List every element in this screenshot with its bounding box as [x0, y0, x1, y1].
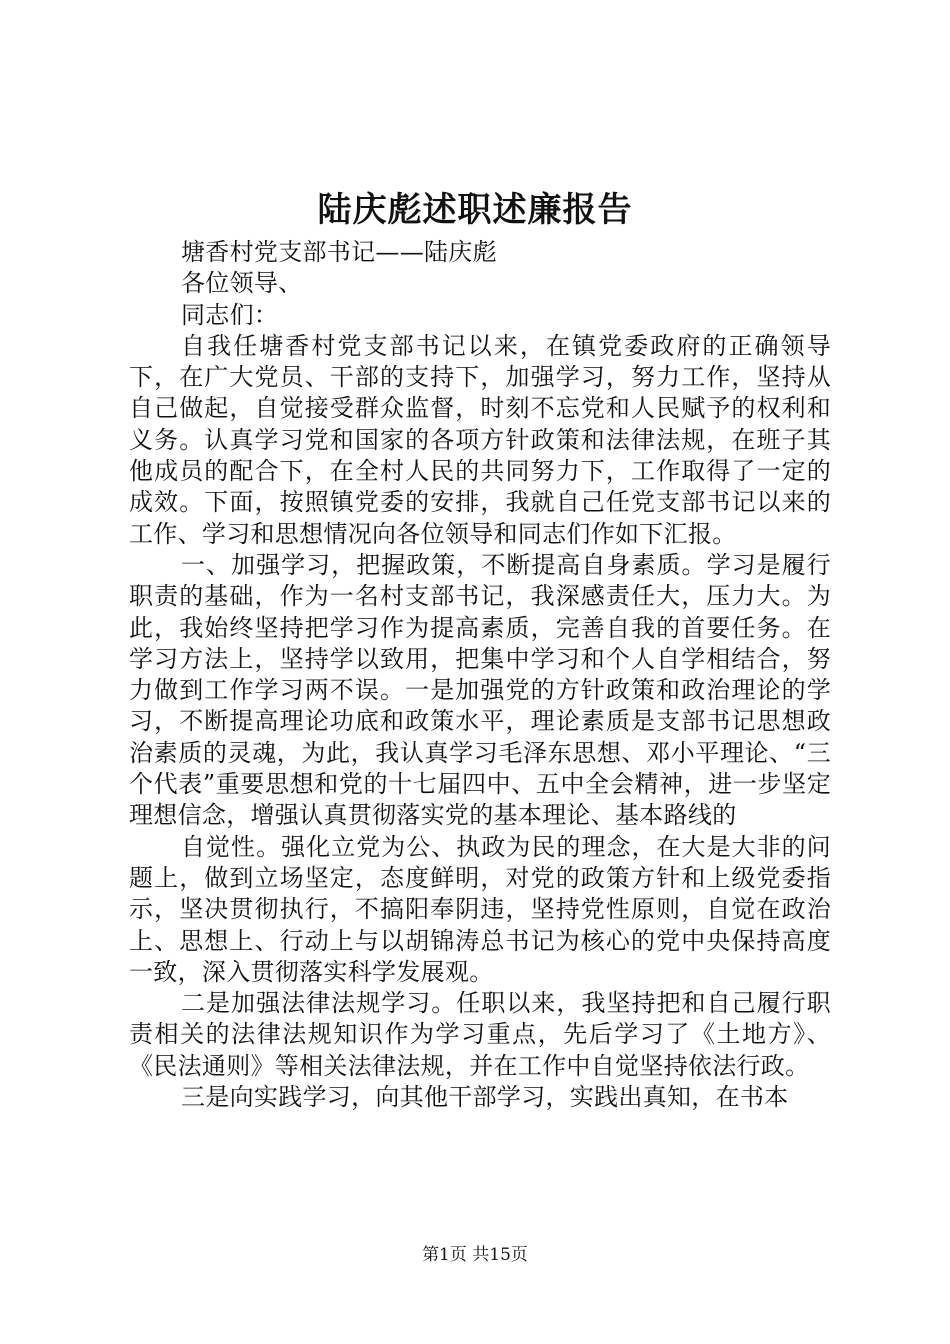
salutation-line-1: 各位领导、 [181, 269, 303, 298]
author-line: 塘香村党支部书记——陆庆彪 [181, 238, 497, 266]
document-title: 陆庆彪述职述廉报告 [317, 190, 633, 230]
document-body [129, 237, 831, 1113]
body-paragraph: 三是向实践学习，向其他干部学习，实践出真知，在书本 [181, 1083, 789, 1112]
body-paragraph: 自觉性。强化立党为公、执政为民的理念，在大是大非的问题上，做到立场坚定，态度鲜明，对党的政策方针和上级党委指示，坚决贯彻执行，不搞阳奉阴违，坚持党性原则，自觉在政治上、思想上、行动上与以胡锦涛总书记为核心的党中央保持高度一致，深入贯彻落实科学发展观。 [129, 832, 831, 986]
body-paragraph: 自我任塘香村党支部书记以来，在镇党委政府的正确领导下，在广大党员、干部的支持下，加强学习，努力工作，坚持从自己做起，自觉接受群众监督，时刻不忘党和人民赋予的权利和义务。认真学习党和国家的各项方针政策和法律法规，在班子其他成员的配合下，在全村人民的共同努力下，工作取得了一定的成效。下面，按照镇党委的安排，我就自己任党支部书记以来的工作、学习和思想情况向各位领导和同志们作如下汇报。 [129, 331, 831, 548]
page-number-footer: 第1页 共15页 [422, 1245, 528, 1265]
salutation-line-2: 同志们： [181, 300, 279, 329]
body-paragraph: 一、加强学习，把握政策，不断提高自身素质。学习是履行职责的基础，作为一名村支部书记，我深感责任大，压力大。为此，我始终坚持把学习作为提高素质，完善自我的首要任务。在学习方法上，坚持学以致用，把集中学习和个人自学相结合，努力做到工作学习两不误。一是加强党的方针政策和政治理论的学习，不断提高理论功底和政策水平，理论素质是支部书记思想政治素质的灵魂，为此，我认真学习毛泽东思想、邓小平理论、“三个代表”重要思想和党的十七届四中、五中全会精神，进一步坚定理想信念，增强认真贯彻落实党的基本理论、基本路线的 [129, 550, 831, 830]
body-paragraph: 二是加强法律法规学习。任职以来，我坚持把和自己履行职责相关的法律法规知识作为学习重点，先后学习了《土地方》、《民法通则》等相关法律法规，并在工作中自觉坚持依法行政。 [129, 989, 831, 1080]
